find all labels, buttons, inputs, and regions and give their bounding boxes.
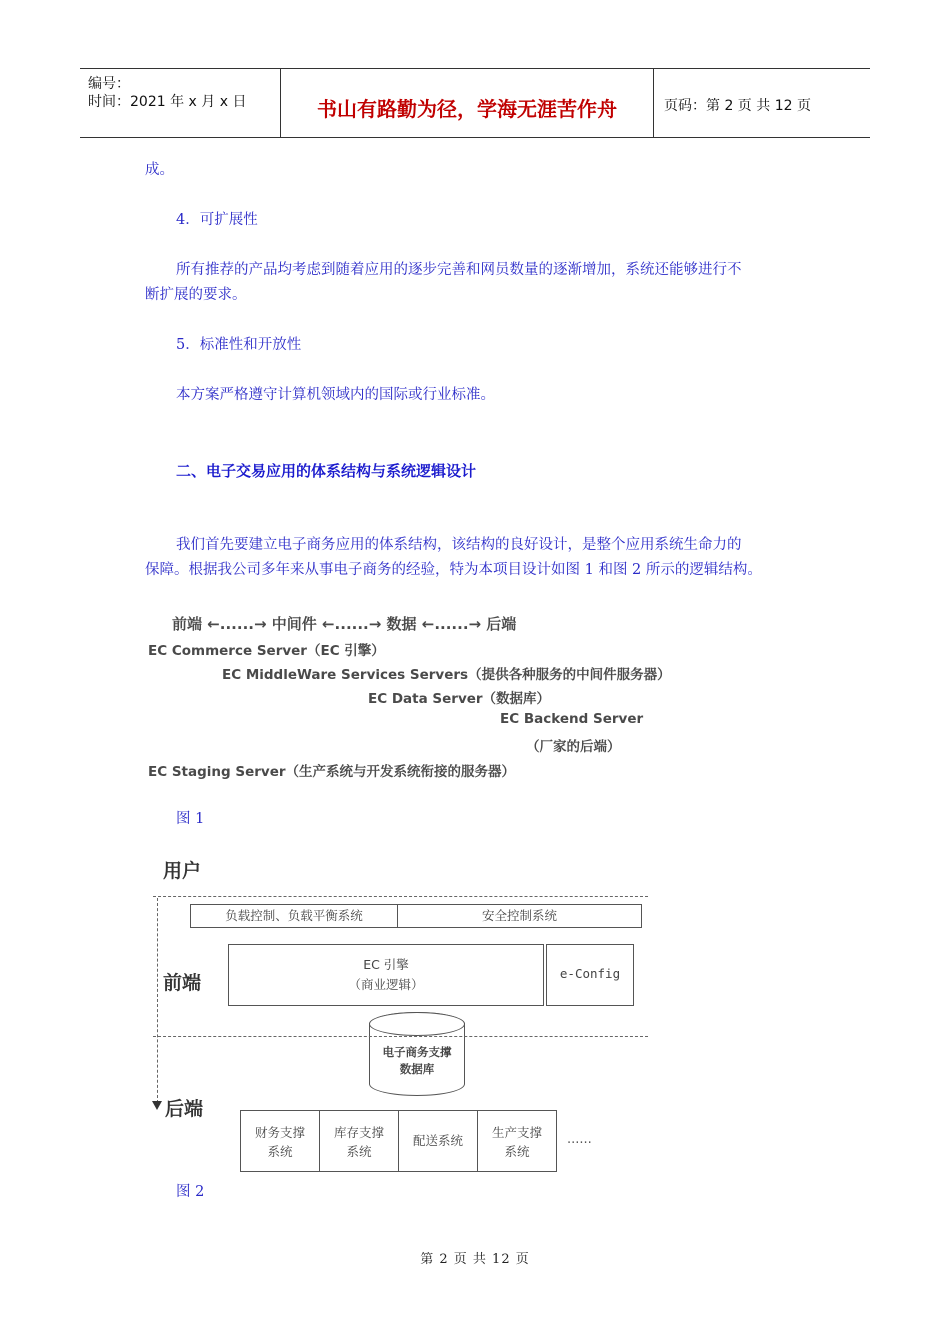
figure2-finance-line2: 系统 xyxy=(267,1144,293,1159)
header-motto: 书山有路勤为径，学海无涯苦作舟 xyxy=(317,97,617,121)
figure2-database-line2: 数据库 xyxy=(399,1062,435,1076)
figure-2 xyxy=(145,848,650,1178)
figure2-finance-line1: 财务支撑 xyxy=(254,1125,305,1140)
figure1-caption: 图 1 xyxy=(176,811,205,827)
heading-standards: 5．标准性和开放性 xyxy=(176,337,302,353)
header-page-cell xyxy=(654,69,870,137)
paragraph-continuation: 成。 xyxy=(145,162,174,178)
figure2-top-divider xyxy=(153,896,648,897)
page-header xyxy=(80,68,870,138)
figure2-arrow-icon xyxy=(152,1101,162,1110)
figure2-ec-engine-label: EC 引擎 xyxy=(363,957,409,972)
paragraph-architecture-line2: 保障。根据我公司多年来从事电子商务的经验，特为本项目设计如图 1 和图 2 所示的逻辑结构。 xyxy=(145,562,762,578)
document-number: 编号： xyxy=(88,76,130,92)
figure2-ellipsis: ...... xyxy=(567,1132,592,1147)
heading-scalability: 4．可扩展性 xyxy=(176,212,258,228)
figure2-delivery-box: 配送系统 xyxy=(398,1110,478,1172)
figure1-backend-note: （厂家的后端） xyxy=(526,739,621,755)
paragraph-architecture-line1: 我们首先要建立电子商务应用的体系结构，该结构的良好设计，是整个应用系统生命力的 xyxy=(176,537,742,553)
figure2-load-balance-box: 负载控制、负载平衡系统 xyxy=(190,904,398,928)
figure1-backend-server: EC Backend Server xyxy=(500,711,644,727)
paragraph-scalability-line2: 断扩展的要求。 xyxy=(145,287,247,303)
figure2-bottom-divider xyxy=(153,1036,648,1037)
figure2-security-box: 安全控制系统 xyxy=(397,904,642,928)
figure2-inventory-line2: 系统 xyxy=(346,1144,372,1159)
figure2-database-label xyxy=(369,1044,465,1078)
figure2-database-top xyxy=(369,1012,465,1036)
figure2-econfig-box: e-Config xyxy=(546,944,634,1006)
paragraph-scalability-line1: 所有推荐的产品均考虑到随着应用的逐步完善和网员数量的逐渐增加，系统还能够进行不 xyxy=(176,262,742,278)
figure2-finance-box xyxy=(240,1110,320,1172)
figure2-business-logic-label: （商业逻辑） xyxy=(348,977,424,992)
figure1-staging-server: EC Staging Server（生产系统与开发系统衔接的服务器） xyxy=(148,764,516,780)
section-heading-2: 二、电子交易应用的体系结构与系统逻辑设计 xyxy=(176,462,477,480)
figure2-user-label: 用户 xyxy=(163,860,202,882)
document-date: 时间：2021 年 x 月 x 日 xyxy=(88,94,247,110)
figure2-production-line1: 生产支撑 xyxy=(491,1125,542,1140)
figure1-commerce-server: EC Commerce Server（EC 引擎） xyxy=(148,643,385,659)
figure2-backend-label: 后端 xyxy=(165,1098,204,1120)
header-page-number: 页码：第 2 页 共 12 页 xyxy=(664,98,811,114)
figure2-database-line1: 电子商务支撑 xyxy=(382,1045,452,1059)
figure2-frontend-label: 前端 xyxy=(163,972,202,994)
figure2-production-line2: 系统 xyxy=(504,1144,530,1159)
page-footer: 第 2 页 共 12 页 xyxy=(420,1252,530,1267)
figure2-flow-axis xyxy=(157,898,158,1103)
figure1-middleware-servers: EC MiddleWare Services Servers（提供各种服务的中间件服务器） xyxy=(222,667,671,683)
figure1-flow: 前端 ←......→ 中间件 ←......→ 数据 ←......→ 后端 xyxy=(172,615,517,633)
figure2-production-box xyxy=(477,1110,557,1172)
figure1-data-server: EC Data Server（数据库） xyxy=(368,691,551,707)
figure2-ec-engine-box xyxy=(228,944,544,1006)
header-motto-cell xyxy=(281,69,654,137)
header-info-cell xyxy=(80,69,281,137)
figure2-inventory-box xyxy=(319,1110,399,1172)
paragraph-standards: 本方案严格遵守计算机领域内的国际或行业标准。 xyxy=(176,387,495,403)
figure2-caption: 图 2 xyxy=(176,1184,205,1200)
figure2-inventory-line1: 库存支撑 xyxy=(333,1125,384,1140)
